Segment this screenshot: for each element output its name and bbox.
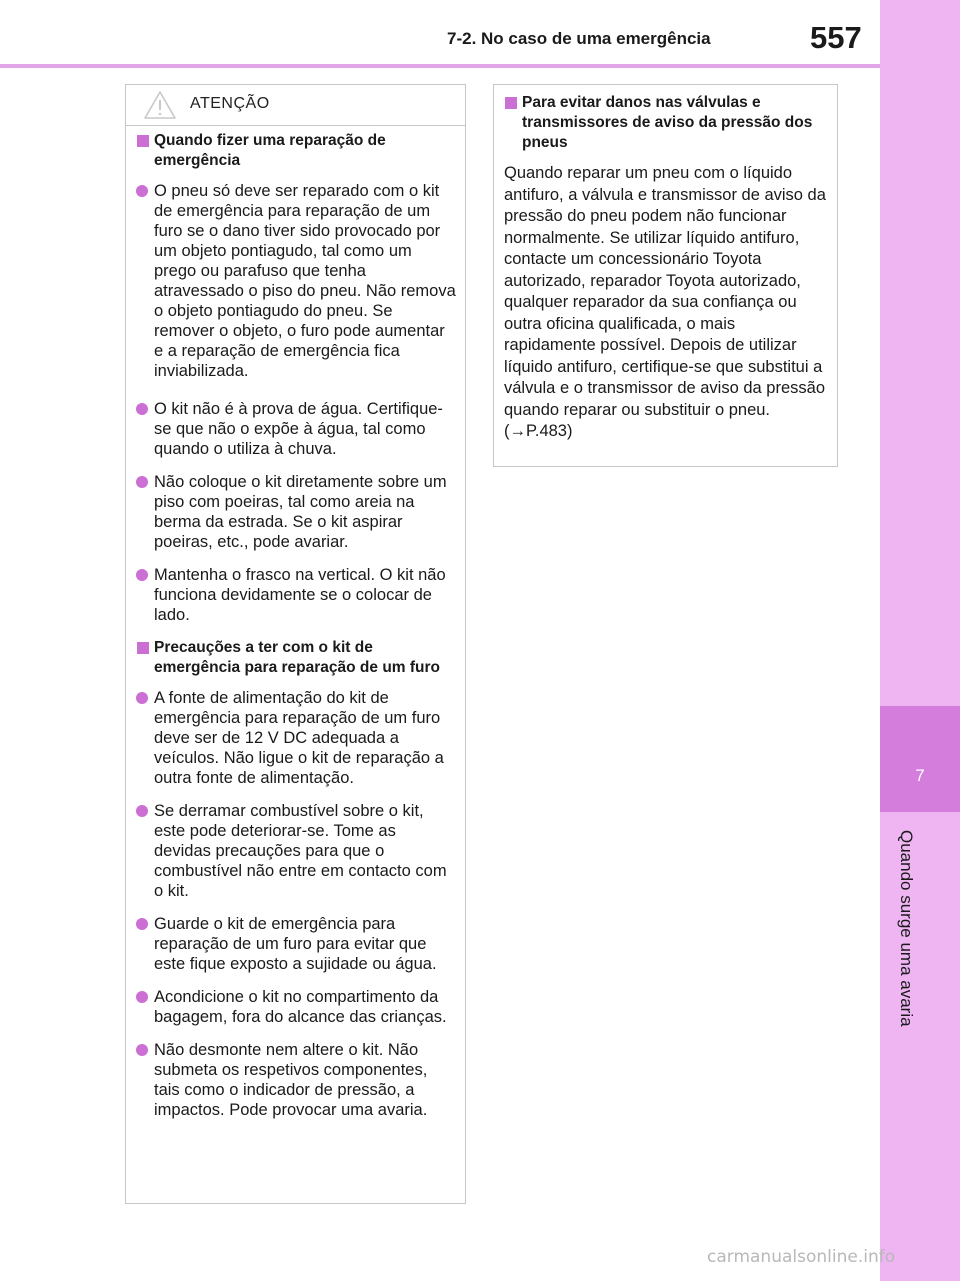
list-item-text: O kit não é à prova de água. Certifique-se que não o expõe à água, tal como quando o utiliza à chuva. [154,400,443,458]
chapter-side-tab [880,0,960,1281]
circle-bullet-icon [136,1044,148,1056]
square-bullet-icon [137,642,149,654]
list-item-text: Não coloque o kit diretamente sobre um piso com poeiras, tal como areia na berma da estrada. Se o kit aspirar poeiras, etc., pode avariar. [154,473,447,551]
circle-bullet-icon [136,805,148,817]
list-item [136,472,456,552]
circle-bullet-icon [136,476,148,488]
warning-box [125,84,466,1204]
circle-bullet-icon [136,692,148,704]
circle-bullet-icon [136,569,148,581]
list-item-text: Guarde o kit de emergência para reparação de um furo para evitar que este fique exposto a sujidade ou água. [154,915,437,973]
circle-bullet-icon [136,918,148,930]
circle-bullet-icon [136,403,148,415]
info-box [493,84,838,467]
list-item-text: O pneu só deve ser reparado com o kit de emergência para reparação de um furo se o dano tiver sido provocado por um objeto pontiagudo, tal como um prego ou parafuso que tenha atravessado o piso do pneu. Não remova o objeto pontiagudo do pneu. Se remover o objeto, o furo pode aumentar e a reparação de emergência fica inviabilizada. [154,182,456,380]
list-item-text: Não desmonte nem altere o kit. Não submeta os respetivos componentes, tais como o indicador de pressão, a impactos. Pode provocar uma avaria. [154,1041,428,1119]
list-item [136,688,456,788]
list-item-text: Acondicione o kit no compartimento da bagagem, fora do alcance das crianças. [154,988,447,1026]
warning-header [126,85,465,126]
circle-bullet-icon [136,991,148,1003]
list-item [136,987,456,1027]
section-heading-text: Precauções a ter com o kit de emergência para reparação de um furo [154,639,441,676]
info-heading-text: Para evitar danos nas válvulas e transmissores de aviso da pressão dos pneus [522,94,813,151]
square-bullet-icon [137,135,149,147]
list-item [136,399,456,459]
list-item [136,801,456,901]
page-number: 557 [810,20,862,55]
section-title: 7-2. No caso de uma emergência [447,29,711,48]
info-paragraph: Quando reparar um pneu com o líquido antifuro, a válvula e transmissor de aviso da pressão do pneu podem não funcionar normalmente. Se utilizar líquido antifuro, contacte um concessionário Toyota autorizado, reparador Toyota autorizado, qualquer reparador da sua confiança ou outra oficina qualificada, o mais rapidamente possível. Depois de utilizar líquido antifuro, certifique-se que substitui a válvula e o transmissor de aviso da pressão quando reparar ou substituir o pneu. (→P.483) [504,164,826,440]
header-divider [0,64,880,68]
list-item [136,181,456,381]
warning-triangle-icon [143,90,177,120]
circle-bullet-icon [136,185,148,197]
section-heading [136,638,456,678]
list-item [136,1040,456,1120]
list-item-text: Se derramar combustível sobre o kit, este pode deteriorar-se. Tome as devidas precauções para que o combustível não entre em contacto com o kit. [154,802,447,900]
section-heading [136,131,456,171]
square-bullet-icon [505,97,517,109]
warning-title: ATENÇÃO [190,95,270,112]
chapter-title: Quando surge uma avaria [897,830,916,1027]
info-heading [504,93,830,153]
list-item-text: A fonte de alimentação do kit de emergência para reparação de um furo deve ser de 12 V DC adequada a veículos. Não ligue o kit de reparação a outra fonte de alimentação. [154,689,444,787]
info-content [504,91,830,443]
list-item-text: Mantenha o frasco na vertical. O kit não funciona devidamente se o colocar de lado. [154,566,446,624]
warning-content [136,129,456,1133]
list-item [136,565,456,625]
chapter-number-tab[interactable]: 7 [880,706,960,812]
watermark: carmanualsonline.info [707,1247,896,1267]
section-heading-text: Quando fizer uma reparação de emergência [154,132,386,169]
list-item [136,914,456,974]
